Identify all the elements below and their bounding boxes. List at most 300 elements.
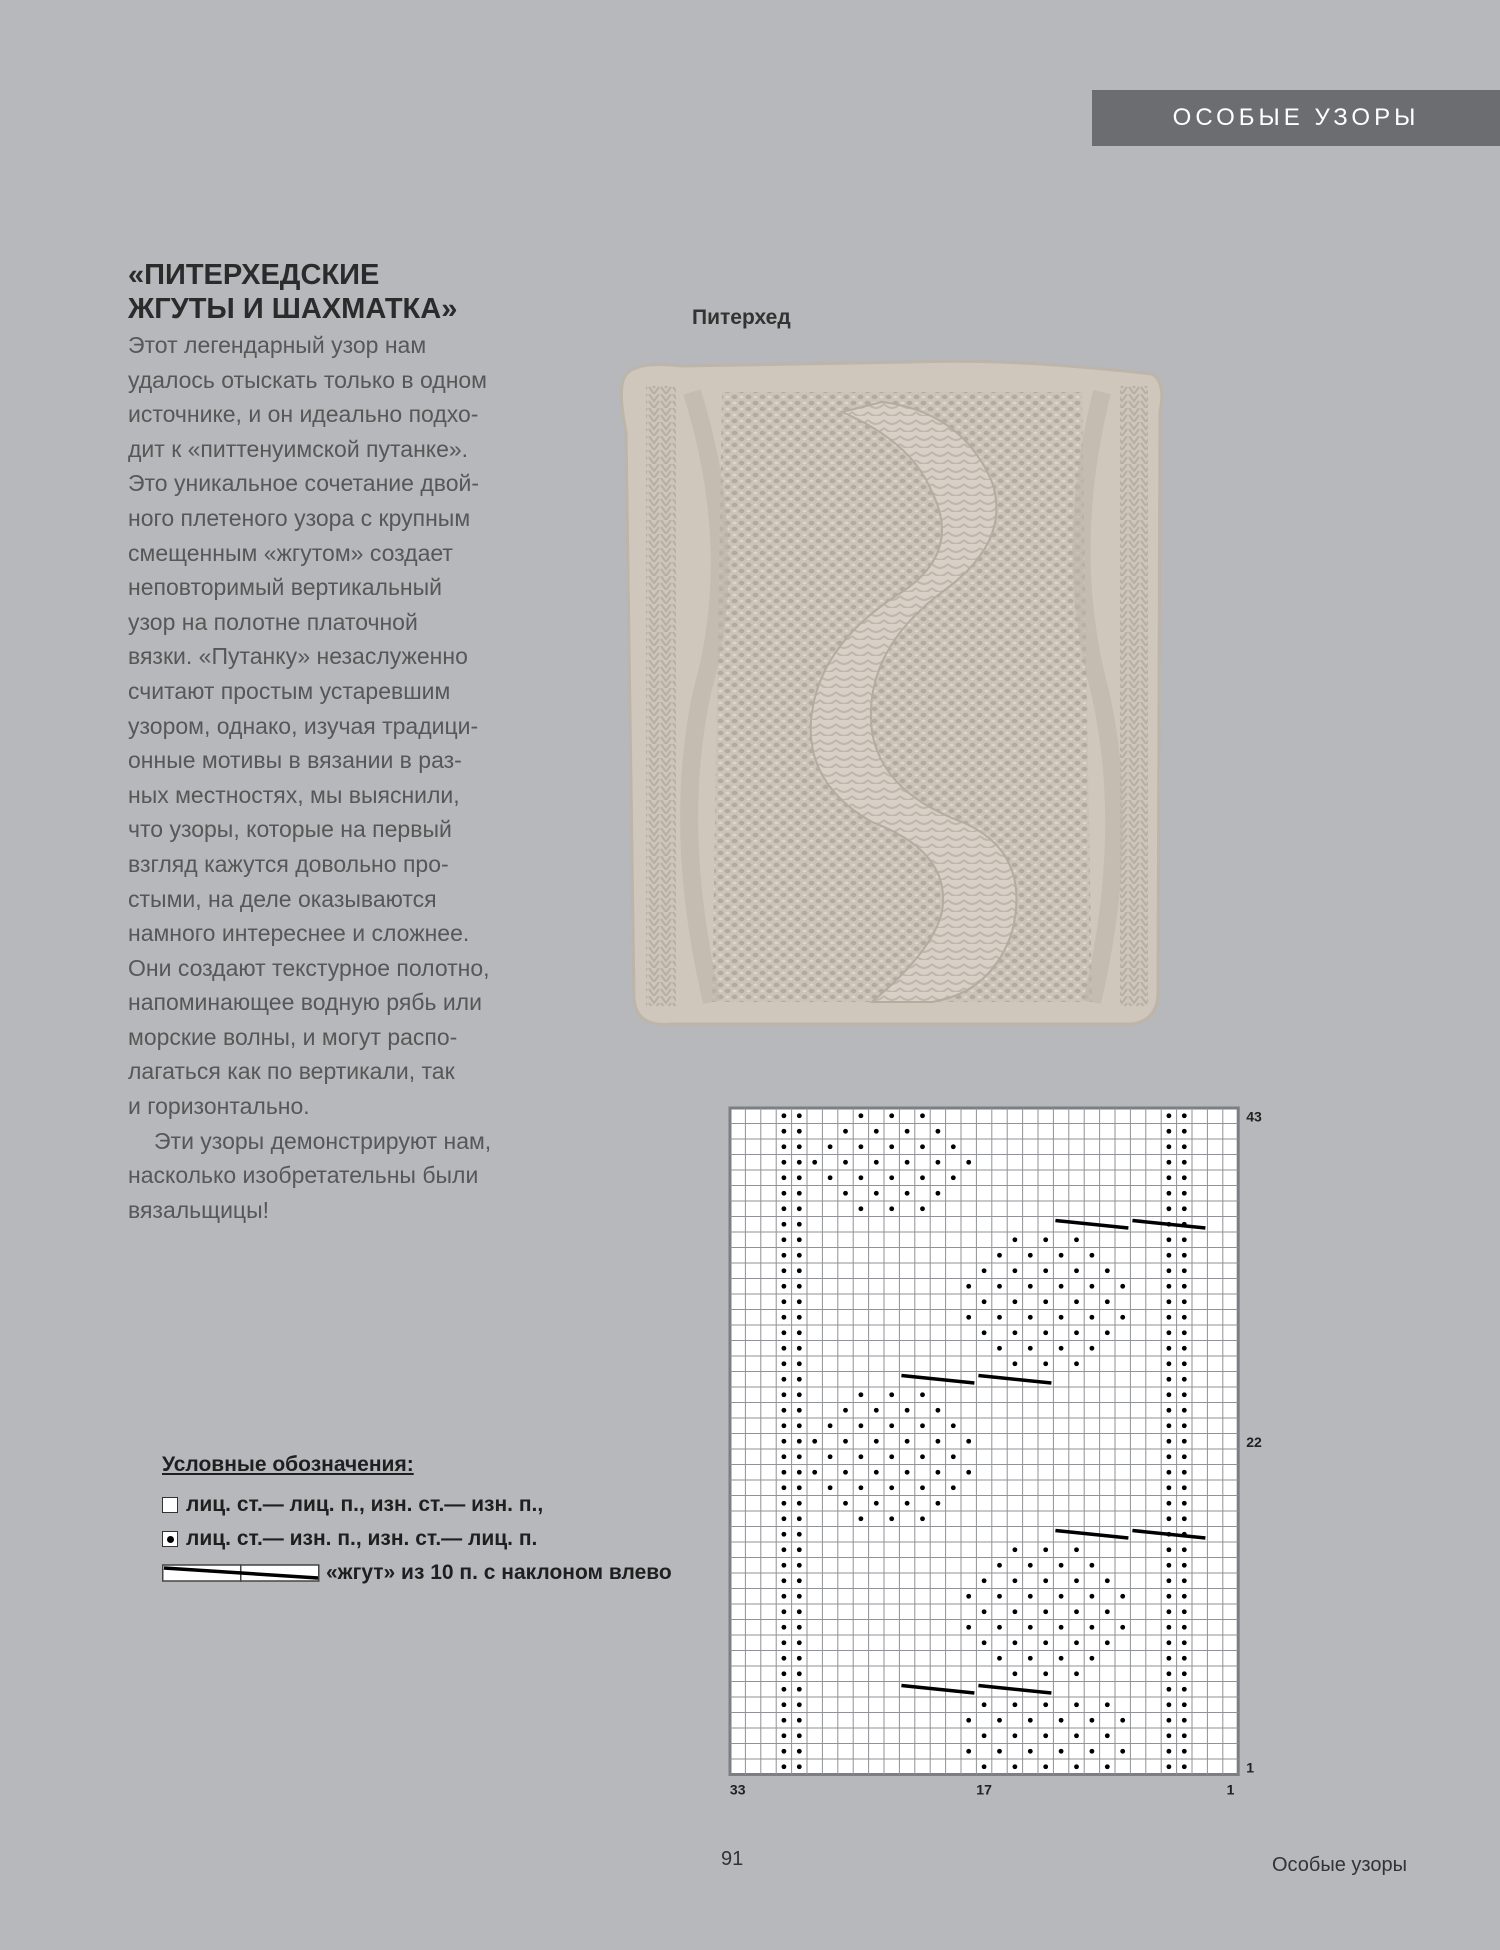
purl-dot [1167,1656,1172,1661]
purl-dot [1167,1160,1172,1165]
purl-dot [1167,1408,1172,1413]
purl-dot [1182,1423,1187,1428]
body-line: взгляд кажутся довольно про- [128,850,449,877]
purl-dot [1090,1656,1095,1661]
body-line: онные мотивы в вязании в раз- [128,747,462,774]
body-line: Этот легендарный узор нам [128,332,427,358]
body-line: узором, однако, изучая традици- [128,712,479,739]
body-line: что узоры, которые на первый [128,816,452,843]
purl-dot [1167,1439,1172,1444]
purl-dot [782,1423,787,1428]
purl-dot [782,1392,787,1397]
purl-dot [1182,1609,1187,1614]
purl-dot [936,1160,941,1165]
purl-dot [874,1129,879,1134]
purl-dot [797,1268,802,1273]
purl-dot [1120,1718,1125,1723]
purl-dot [1074,1640,1079,1645]
knitted-swatch-photo [612,352,1172,1028]
body-line: морские волны, и могут распо- [128,1023,458,1050]
footer-section-title: Особые узоры [1272,1854,1407,1876]
body-line: Они создают текстурное полотно, [128,954,490,981]
purl-dot [1167,1299,1172,1304]
purl-dot [782,1764,787,1769]
purl-dot [859,1175,864,1180]
purl-dot [889,1485,894,1490]
purl-dot [797,1361,802,1366]
purl-dot [1028,1563,1033,1568]
body-line: Это уникальное сочетание двой- [128,470,480,497]
purl-dot [797,1392,802,1397]
seed-panel [712,392,1092,1002]
purl-dot [982,1764,987,1769]
purl-dot [1105,1702,1110,1707]
purl-dot [859,1206,864,1211]
purl-dot [1013,1702,1018,1707]
purl-dot [1182,1175,1187,1180]
purl-dot [905,1439,910,1444]
purl-dot [782,1439,787,1444]
purl-dot [1120,1284,1125,1289]
purl-dot [797,1501,802,1506]
purl-dot [1182,1439,1187,1444]
purl-dot [1167,1594,1172,1599]
purl-dot [797,1733,802,1738]
purl-dot [797,1129,802,1134]
purl-dot [782,1625,787,1630]
column-label-17: 17 [976,1781,992,1798]
purl-dot [782,1578,787,1583]
purl-dot [782,1485,787,1490]
purl-dot [1028,1625,1033,1630]
purl-dot [1167,1501,1172,1506]
purl-dot [982,1578,987,1583]
purl-dot [1059,1749,1064,1754]
purl-dot [782,1206,787,1211]
purl-dot [1182,1160,1187,1165]
purl-dot [1167,1625,1172,1630]
purl-dot [843,1408,848,1413]
purl-dot [889,1392,894,1397]
purl-dot [1167,1516,1172,1521]
purl-dot [1182,1284,1187,1289]
purl-dot [1090,1315,1095,1320]
purl-dot [812,1439,817,1444]
purl-dot [966,1315,971,1320]
purl-dot [1013,1361,1018,1366]
purl-dot [920,1516,925,1521]
purl-dot [797,1656,802,1661]
purl-dot [1074,1237,1079,1242]
purl-dot [782,1315,787,1320]
purl-dot [797,1377,802,1382]
purl-dot [1182,1594,1187,1599]
purl-dot [1059,1346,1064,1351]
purl-dot [843,1439,848,1444]
legend-item-cable [162,1556,722,1590]
purl-dot [1182,1501,1187,1506]
purl-dot [920,1392,925,1397]
purl-dot [797,1470,802,1475]
purl-dot [889,1144,894,1149]
purl-dot [1043,1671,1048,1676]
section-tab-label: ОСОБЫЕ УЗОРЫ [1172,104,1420,131]
purl-dot [1013,1764,1018,1769]
purl-dot [1182,1749,1187,1754]
purl-dot [1182,1237,1187,1242]
purl-dot [951,1454,956,1459]
purl-dot [782,1175,787,1180]
purl-dot [1059,1563,1064,1568]
column-label-1: 1 [1226,1781,1235,1798]
purl-dot [1059,1718,1064,1723]
purl-dot [905,1191,910,1196]
purl-dot [1090,1346,1095,1351]
purl-dot [1059,1253,1064,1258]
purl-dot [1105,1268,1110,1273]
knitting-chart [728,1106,1268,1806]
purl-dot [889,1516,894,1521]
purl-dot [1167,1268,1172,1273]
purl-dot [1028,1284,1033,1289]
purl-dot [1105,1764,1110,1769]
purl-dot [1167,1361,1172,1366]
purl-dot [1182,1361,1187,1366]
purl-dot [874,1470,879,1475]
purl-dot [1105,1609,1110,1614]
purl-dot [1167,1640,1172,1645]
cable-icon [162,1563,320,1583]
purl-dot [1059,1594,1064,1599]
purl-dot [1059,1625,1064,1630]
purl-dot [782,1253,787,1258]
purl-dot [889,1113,894,1118]
purl-dot [1028,1253,1033,1258]
purl-dot [1167,1609,1172,1614]
purl-dot [905,1408,910,1413]
purl-dot [1028,1315,1033,1320]
rib-left [646,386,676,1006]
row-label-22: 22 [1246,1434,1262,1450]
purl-dot [1013,1733,1018,1738]
dot-cell-icon [162,1531,178,1547]
purl-dot [966,1470,971,1475]
purl-dot [1167,1687,1172,1692]
purl-dot [1167,1485,1172,1490]
purl-dot [1090,1625,1095,1630]
purl-dot [920,1454,925,1459]
legend-text: «жгут» из 10 п. с наклоном влево [326,1561,672,1584]
purl-dot [782,1532,787,1537]
purl-dot [982,1733,987,1738]
purl-dot [782,1377,787,1382]
purl-dot [936,1501,941,1506]
body-line: смещенным «жгутом» создает [128,539,453,566]
purl-dot [1074,1578,1079,1583]
body-line: неповторимый вертикальный [128,574,443,601]
purl-dot [782,1470,787,1475]
purl-dot [1043,1330,1048,1335]
purl-dot [782,1687,787,1692]
purl-dot [1182,1454,1187,1459]
purl-dot [1043,1640,1048,1645]
purl-dot [797,1408,802,1413]
row-label-1: 1 [1246,1759,1254,1776]
purl-dot [1074,1547,1079,1552]
purl-dot [828,1175,833,1180]
purl-dot [1167,1454,1172,1459]
purl-dot [997,1625,1002,1630]
purl-dot [1090,1563,1095,1568]
purl-dot [797,1485,802,1490]
purl-dot [859,1423,864,1428]
purl-dot [782,1516,787,1521]
body-line: насколько изобретательны были [128,1162,479,1189]
purl-dot [1182,1563,1187,1568]
purl-dot [843,1129,848,1134]
purl-dot [1090,1594,1095,1599]
purl-dot [828,1423,833,1428]
purl-dot [1182,1206,1187,1211]
purl-dot [1167,1718,1172,1723]
purl-dot [1182,1671,1187,1676]
purl-dot [982,1640,987,1645]
purl-dot [1182,1346,1187,1351]
purl-dot [1182,1640,1187,1645]
purl-dot [982,1609,987,1614]
purl-dot [1120,1594,1125,1599]
purl-dot [812,1160,817,1165]
purl-dot [1167,1764,1172,1769]
purl-dot [1028,1656,1033,1661]
purl-dot [1105,1330,1110,1335]
body-line: дит к «питтенуимской путанке». [128,435,469,462]
purl-dot [966,1284,971,1289]
purl-dot [782,1346,787,1351]
purl-dot [797,1563,802,1568]
purl-dot [782,1160,787,1165]
purl-dot [1028,1749,1033,1754]
purl-dot [1074,1733,1079,1738]
photo-caption: Питерхед [692,306,791,329]
purl-dot [797,1330,802,1335]
purl-dot [1182,1516,1187,1521]
purl-dot [1043,1733,1048,1738]
purl-dot [920,1113,925,1118]
purl-dot [997,1346,1002,1351]
body-line: и горизонтально. [128,1093,310,1120]
purl-dot [782,1191,787,1196]
purl-dot [1167,1113,1172,1118]
purl-dot [905,1160,910,1165]
purl-dot [982,1268,987,1273]
purl-dot [920,1423,925,1428]
purl-dot [1120,1315,1125,1320]
body-line: узор на полотне платочной [128,608,418,635]
purl-dot [1167,1733,1172,1738]
purl-dot [997,1284,1002,1289]
purl-dot [797,1578,802,1583]
purl-dot [797,1625,802,1630]
purl-dot [797,1144,802,1149]
purl-dot [874,1160,879,1165]
purl-dot [1043,1764,1048,1769]
chart-frame [730,1108,1238,1775]
purl-dot [1013,1671,1018,1676]
purl-dot [982,1299,987,1304]
purl-dot [997,1749,1002,1754]
purl-dot [797,1609,802,1614]
purl-dot [797,1423,802,1428]
body-line: Эти узоры демонстрируют нам, [154,1127,492,1154]
purl-dot [1167,1144,1172,1149]
rib-right [1120,386,1148,1006]
purl-dot [797,1640,802,1645]
purl-dot [936,1408,941,1413]
purl-dot [828,1485,833,1490]
purl-dot [997,1253,1002,1258]
purl-dot [1182,1578,1187,1583]
purl-dot [797,1671,802,1676]
purl-dot [859,1485,864,1490]
purl-dot [797,1718,802,1723]
purl-dot [1182,1191,1187,1196]
body-line: считают простым устаревшим [128,677,451,704]
body-line: лагаться как по вертикали, так [128,1058,455,1085]
purl-dot [782,1222,787,1227]
purl-dot [859,1454,864,1459]
purl-dot [1074,1671,1079,1676]
purl-dot [1182,1299,1187,1304]
purl-dot [920,1206,925,1211]
purl-dot [1182,1687,1187,1692]
purl-dot [1043,1578,1048,1583]
purl-dot [951,1423,956,1428]
purl-dot [782,1268,787,1273]
purl-dot [1167,1284,1172,1289]
page-number: 91 [721,1848,744,1870]
purl-dot [1167,1547,1172,1552]
purl-dot [936,1191,941,1196]
body-line: вязки. «Путанку» незаслуженно [128,643,468,670]
purl-dot [1167,1423,1172,1428]
purl-dot [1059,1284,1064,1289]
purl-dot [782,1237,787,1242]
purl-dot [1167,1470,1172,1475]
purl-dot [1074,1702,1079,1707]
purl-dot [997,1718,1002,1723]
purl-dot [1013,1578,1018,1583]
purl-dot [1182,1144,1187,1149]
purl-dot [1074,1330,1079,1335]
purl-dot [782,1361,787,1366]
purl-dot [1013,1299,1018,1304]
body-line: вязальщицы! [128,1196,270,1223]
purl-dot [1043,1609,1048,1614]
purl-dot [951,1175,956,1180]
purl-dot [1059,1656,1064,1661]
purl-dot [1013,1609,1018,1614]
purl-dot [982,1330,987,1335]
purl-dot [936,1470,941,1475]
purl-dot [889,1454,894,1459]
article-body [128,328,548,1227]
purl-dot [1167,1392,1172,1397]
purl-dot [843,1160,848,1165]
purl-dot [1028,1346,1033,1351]
purl-dot [828,1454,833,1459]
purl-dot [1182,1392,1187,1397]
purl-dot [1105,1299,1110,1304]
column-label-33: 33 [729,1781,746,1798]
purl-dot [1167,1237,1172,1242]
purl-dot [997,1315,1002,1320]
purl-dot [782,1640,787,1645]
purl-dot [997,1563,1002,1568]
purl-dot [797,1702,802,1707]
purl-dot [782,1129,787,1134]
purl-dot [843,1501,848,1506]
purl-dot [797,1454,802,1459]
purl-dot [797,1222,802,1227]
purl-dot [1028,1594,1033,1599]
purl-dot [1013,1268,1018,1273]
purl-dot [997,1594,1002,1599]
purl-dot [966,1439,971,1444]
purl-dot [951,1485,956,1490]
purl-dot [1167,1702,1172,1707]
purl-dot [889,1423,894,1428]
purl-dot [1167,1253,1172,1258]
body-line: напоминающее водную рябь или [128,989,482,1016]
purl-dot [782,1284,787,1289]
purl-dot [1074,1361,1079,1366]
purl-dot [797,1175,802,1180]
purl-dot [1090,1718,1095,1723]
purl-dot [1182,1733,1187,1738]
purl-dot [797,1516,802,1521]
purl-dot [797,1687,802,1692]
title-line: ЖГУТЫ И ШАХМАТКА» [128,293,458,325]
purl-dot [797,1346,802,1351]
purl-dot [782,1501,787,1506]
purl-dot [1059,1315,1064,1320]
purl-dot [1182,1315,1187,1320]
purl-dot [1105,1578,1110,1583]
purl-dot [1167,1671,1172,1676]
purl-dot [1167,1563,1172,1568]
purl-dot [874,1501,879,1506]
purl-dot [1182,1408,1187,1413]
purl-dot [782,1609,787,1614]
purl-dot [797,1532,802,1537]
body-line: ных местностях, мы выяснили, [128,781,460,808]
purl-dot [966,1718,971,1723]
purl-dot [797,1594,802,1599]
purl-dot [1182,1656,1187,1661]
purl-dot [966,1625,971,1630]
purl-dot [1043,1299,1048,1304]
purl-dot [951,1144,956,1149]
purl-dot [966,1749,971,1754]
purl-dot [782,1113,787,1118]
purl-dot [1167,1330,1172,1335]
purl-dot [966,1160,971,1165]
purl-dot [874,1439,879,1444]
purl-dot [920,1175,925,1180]
section-tab [1092,90,1500,146]
purl-dot [920,1485,925,1490]
